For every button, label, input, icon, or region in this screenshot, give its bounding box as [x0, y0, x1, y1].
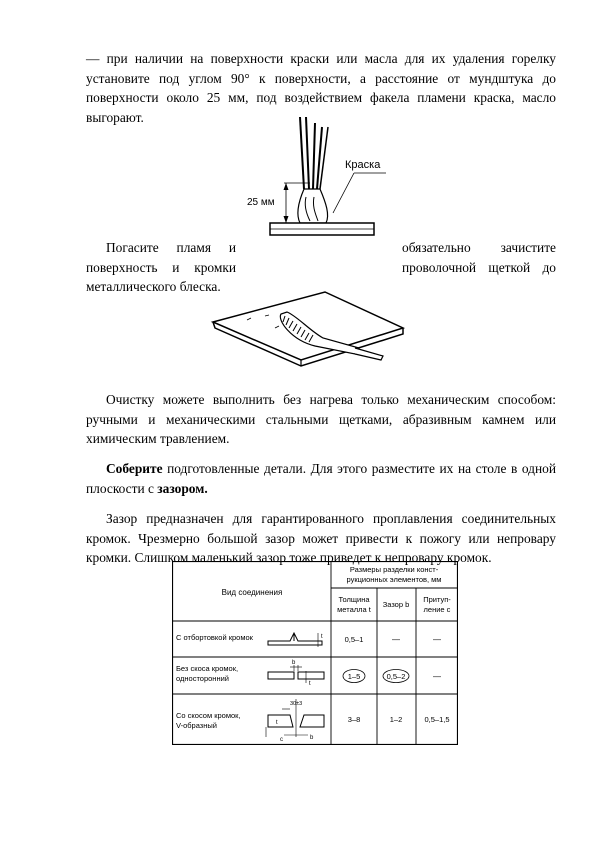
row2-name-2: односторонний — [176, 674, 229, 683]
header-group-1: Размеры разделки конст- — [349, 565, 439, 574]
bold-gap: зазором. — [157, 480, 208, 496]
paragraph-extinguish-left — [86, 238, 236, 258]
header-thickness-1: Толщина — [338, 595, 370, 604]
row2-name-1: Без скоса кромок, — [176, 664, 239, 673]
row3-sketch-c: c — [280, 737, 283, 743]
joint-dimensions-table — [172, 561, 458, 745]
row1-blunt: — — [433, 635, 441, 644]
row3-name-1: Со скосом кромок, — [176, 711, 241, 720]
paragraph-assemble — [86, 459, 556, 498]
header-blunt-2: ление с — [423, 605, 451, 614]
row2-sketch-t: t — [309, 681, 311, 687]
flanged-joint-sketch — [268, 633, 322, 647]
label-distance: 25 мм — [247, 197, 275, 208]
row3-name-2: V-образный — [176, 721, 217, 730]
row3-sketch-b: b — [310, 735, 314, 741]
row3-sketch-angle: 30±3 — [290, 701, 303, 707]
paragraph-extinguish-left-2 — [86, 258, 236, 278]
header-joint-type: Вид соединения — [221, 588, 283, 597]
paragraph-extinguish-right-2 — [402, 258, 556, 278]
paragraph-cleaning-methods: Очистку можете выполнить без нагрева только механическим способом: ручными и механическими стальными щетками, абразивным камнем или химическим травлением. — [86, 392, 556, 446]
row1-gap: — — [392, 635, 400, 644]
paragraph-paint-removal: — при наличии на поверхности краски или масла для их удаления горелку установите под углом 90° к поверхности, а расстояние от мундштука до поверхности около 25 мм, под воздействием факела пламени краска, масло выгорают. — [86, 51, 556, 125]
row3-sketch-t: t — [276, 720, 278, 726]
bold-assemble: Соберите — [106, 461, 163, 476]
row1-name: С отбортовкой кромок — [176, 633, 253, 642]
square-butt-joint-sketch — [268, 665, 324, 683]
paragraph-extinguish-tail: металлического блеска. — [86, 279, 221, 294]
row2-blunt: — — [433, 672, 441, 681]
paragraph-gap-purpose: Зазор предназначен для гарантированного проплавления соединительных кромок. Чрезмерно большой зазор может привести к пожогу или непровару кромки. Слишком маленький зазор тоже приведет к непровару кромок. — [86, 511, 556, 565]
line: Погасите пламя и — [106, 240, 236, 255]
line: обязательно зачистите — [402, 240, 556, 255]
label-paint: Краска — [345, 159, 381, 171]
torch-figure — [238, 113, 388, 241]
header-blunt-1: Притуп- — [423, 595, 451, 604]
row1-sketch-t: t — [321, 634, 323, 640]
row3-blunt: 0,5–1,5 — [424, 715, 450, 724]
row3-thickness: 3–8 — [347, 715, 361, 724]
header-thickness-2: металла t — [337, 605, 371, 614]
assemble-text: подготовленные детали. Для этого разместите их на столе в одной плоскости с — [86, 461, 556, 496]
wire-brush-figure — [205, 290, 410, 368]
row3-gap: 1–2 — [389, 715, 403, 724]
row1-thickness: 0,5–1 — [344, 635, 364, 644]
line: поверхность и кромки — [86, 259, 236, 275]
row2-thickness: 1–5 — [347, 672, 361, 681]
row2-sketch-b: b — [292, 660, 296, 666]
row2-gap: 0,5–2 — [386, 672, 406, 681]
header-group-2: рукционных элементов, мм — [346, 575, 442, 584]
paragraph-extinguish-right — [402, 238, 556, 258]
line: проволочной щеткой до — [402, 259, 556, 275]
header-gap: Зазор b — [382, 600, 410, 609]
